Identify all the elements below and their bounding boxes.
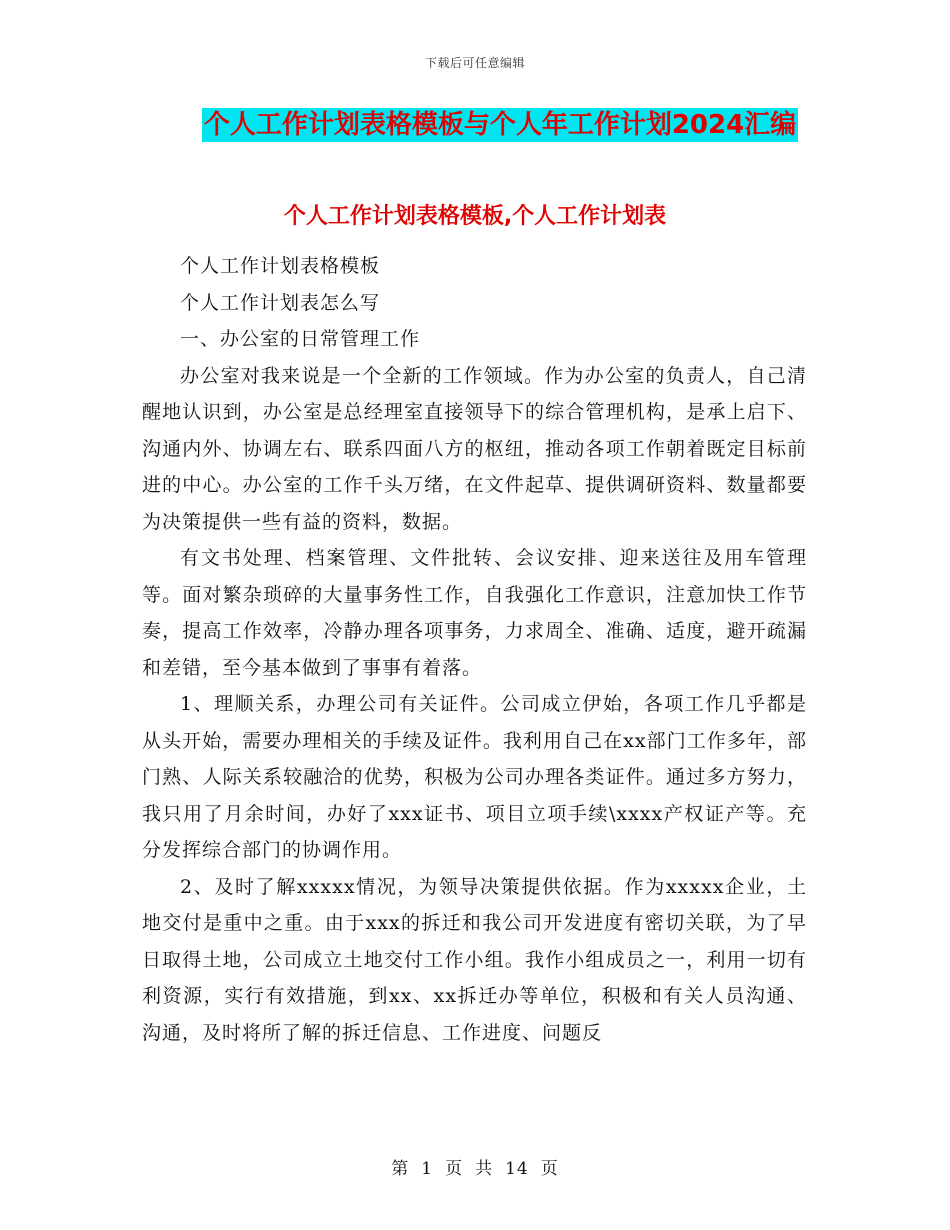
footer-total-unit: 页	[540, 1159, 559, 1179]
paragraph: 2、及时了解xxxxx情况，为领导决策提供依据。作为xxxxx企业，土地交付是重中之重。由于xxx的拆迁和我公司开发进度有密切关联，为了早日取得土地，公司成立土地交付工作小组。我作小组成员之一，利用一切有利资源，实行有效措施，到xx、xx拆迁办等单位，积极和有关人员沟通、沟通，及时将所了解的拆迁信息、工作进度、问题反	[142, 875, 807, 1044]
header-note: 下载后可任意编辑	[424, 56, 525, 70]
footer-page-number: 1	[421, 1159, 434, 1179]
footer-page-unit: 页	[445, 1159, 464, 1179]
doc-title-wrap	[0, 108, 950, 142]
footer-total-prefix: 共	[475, 1159, 494, 1179]
body-text	[142, 248, 807, 1051]
page-footer	[0, 1154, 950, 1179]
paragraph: 个人工作计划表怎么写	[180, 291, 381, 314]
paragraph: 办公室对我来说是一个全新的工作领域。作为办公室的负责人，自己清醒地认识到，办公室是总经理室直接领导下的综合管理机构，是承上启下、沟通内外、协调左右、联系四面八方的枢纽，推动各项工作朝着既定目标前进的中心。办公室的工作千头万绪，在文件起草、提供调研资料、数量都要为决策提供一些有益的资料，数据。	[142, 364, 807, 533]
paragraph: 一、办公室的日常管理工作	[180, 328, 421, 350]
section-title: 个人工作计划表格模板,个人工作计划表	[283, 204, 667, 229]
paragraph: 有文书处理、档案管理、文件批转、会议安排、迎来送往及用车管理等。面对繁杂琐碎的大量事务性工作，自我强化工作意识，注意加快工作节奏，提高工作效率，冷静办理各项事务，力求周全、准确、适度，避开疏漏和差错，至今基本做到了事事有着落。	[142, 547, 807, 679]
paragraph: 1、理顺关系，办理公司有关证件。公司成立伊始，各项工作几乎都是从头开始，需要办理相关的手续及证件。我利用自己在xx部门工作多年，部门熟、人际关系较融洽的优势，积极为公司办理各类证件。通过多方努力，我只用了月余时间，办好了xxx证书、项目立项手续\xxxx产权证产等。充分发挥综合部门的协调作用。	[142, 693, 807, 861]
doc-title: 个人工作计划表格模板与个人年工作计划2024汇编	[203, 110, 797, 140]
footer-total-pages: 14	[505, 1159, 529, 1179]
paragraph: 个人工作计划表格模板	[180, 255, 381, 277]
footer-prefix: 第	[391, 1159, 410, 1179]
